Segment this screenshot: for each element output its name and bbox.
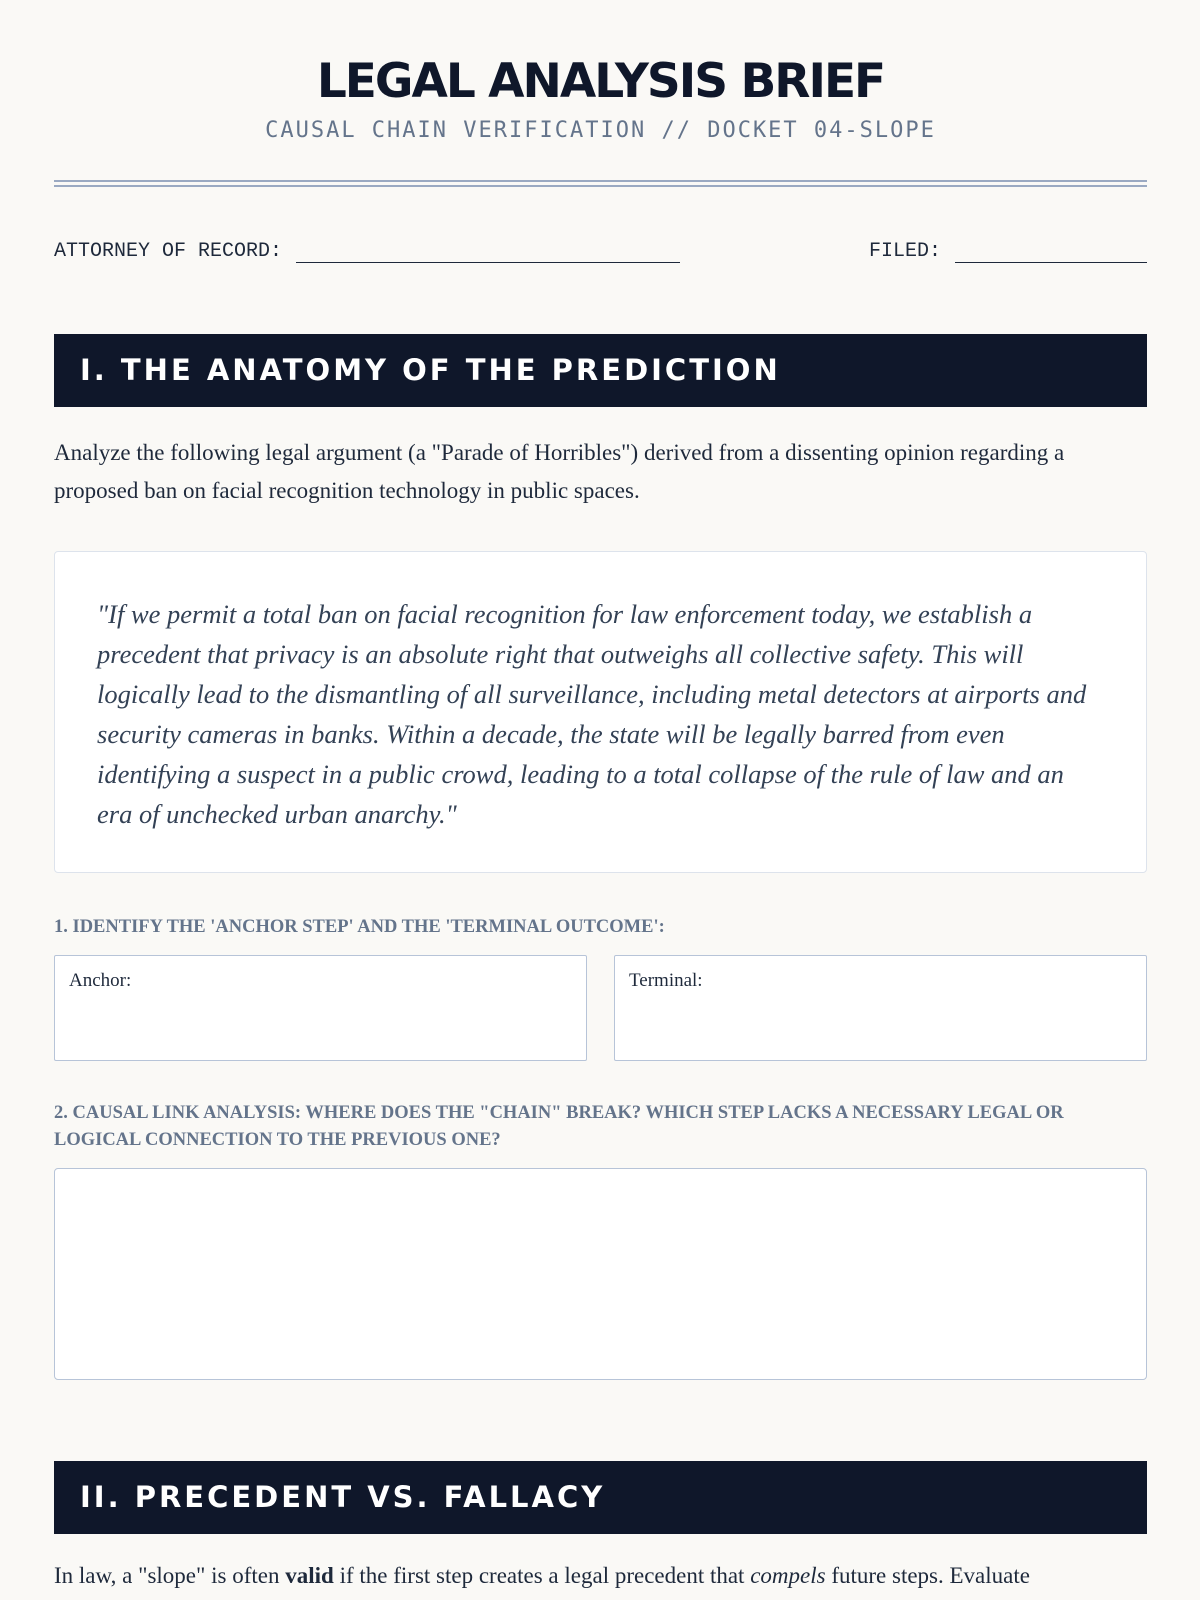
filed-label: FILED: <box>868 240 941 263</box>
section-1-intro: Analyze the following legal argument (a "Parade of Horribles") derived from a dissenting opinion regarding a proposed ban on facial recognition technology in public spaces. <box>54 440 1065 503</box>
section-2-body-italic: compels <box>750 1563 826 1588</box>
document-subtitle: CAUSAL CHAIN VERIFICATION // DOCKET 04-SLOPE <box>265 118 936 143</box>
attorney-field <box>54 240 680 263</box>
section-2-heading: II. PRECEDENT VS. FALLACY <box>54 1461 1147 1534</box>
anchor-field[interactable] <box>54 955 587 1061</box>
section-1-heading: I. THE ANATOMY OF THE PREDICTION <box>54 334 1147 407</box>
meta-row <box>54 240 1147 264</box>
question-2-label: 2. CAUSAL LINK ANALYSIS: WHERE DOES THE "CHAIN" BREAK? WHICH STEP LACKS A NECESSARY LEGAL OR LOGICAL CONNECTION TO THE PREVIOUS ONE? <box>54 1103 1064 1150</box>
argument-quote-text: "If we permit a total ban on facial recognition for law enforcement today, we establish a precedent that privacy is an absolute right that outweighs all collective safety. This will logically lead to the dismantling of all surveillance, including metal detectors at airports and security cameras in banks. Within a decade, the state will be legally barred from even identifying a suspect in a public crowd, leading to a total collapse of the rule of law and an era of unchecked urban anarchy." <box>97 599 1087 829</box>
anchor-label: Anchor: <box>69 970 132 991</box>
terminal-label: Terminal: <box>629 970 703 991</box>
header-divider <box>54 180 1147 187</box>
attorney-label: ATTORNEY OF RECORD: <box>54 240 283 263</box>
section-2-body-start: In law, a "slope" is often <box>54 1563 286 1588</box>
section-2-body-end: future steps. Evaluate <box>825 1563 1030 1588</box>
terminal-field[interactable] <box>614 955 1147 1061</box>
attorney-input-line[interactable] <box>296 242 680 263</box>
section-2-body <box>54 1557 1147 1595</box>
filed-field <box>869 240 1147 263</box>
document-page <box>54 0 1147 1588</box>
document-title: LEGAL ANALYSIS BRIEF <box>316 54 885 109</box>
question-1-label: 1. IDENTIFY THE 'ANCHOR STEP' AND THE 'TERMINAL OUTCOME': <box>54 917 665 937</box>
causal-link-answer-field[interactable] <box>54 1168 1147 1380</box>
filed-input-line[interactable] <box>955 242 1147 263</box>
section-2-body-bold: valid <box>285 1563 334 1588</box>
section-2-body-mid: if the first step creates a legal precedent that <box>333 1563 751 1588</box>
argument-quote <box>54 551 1147 873</box>
